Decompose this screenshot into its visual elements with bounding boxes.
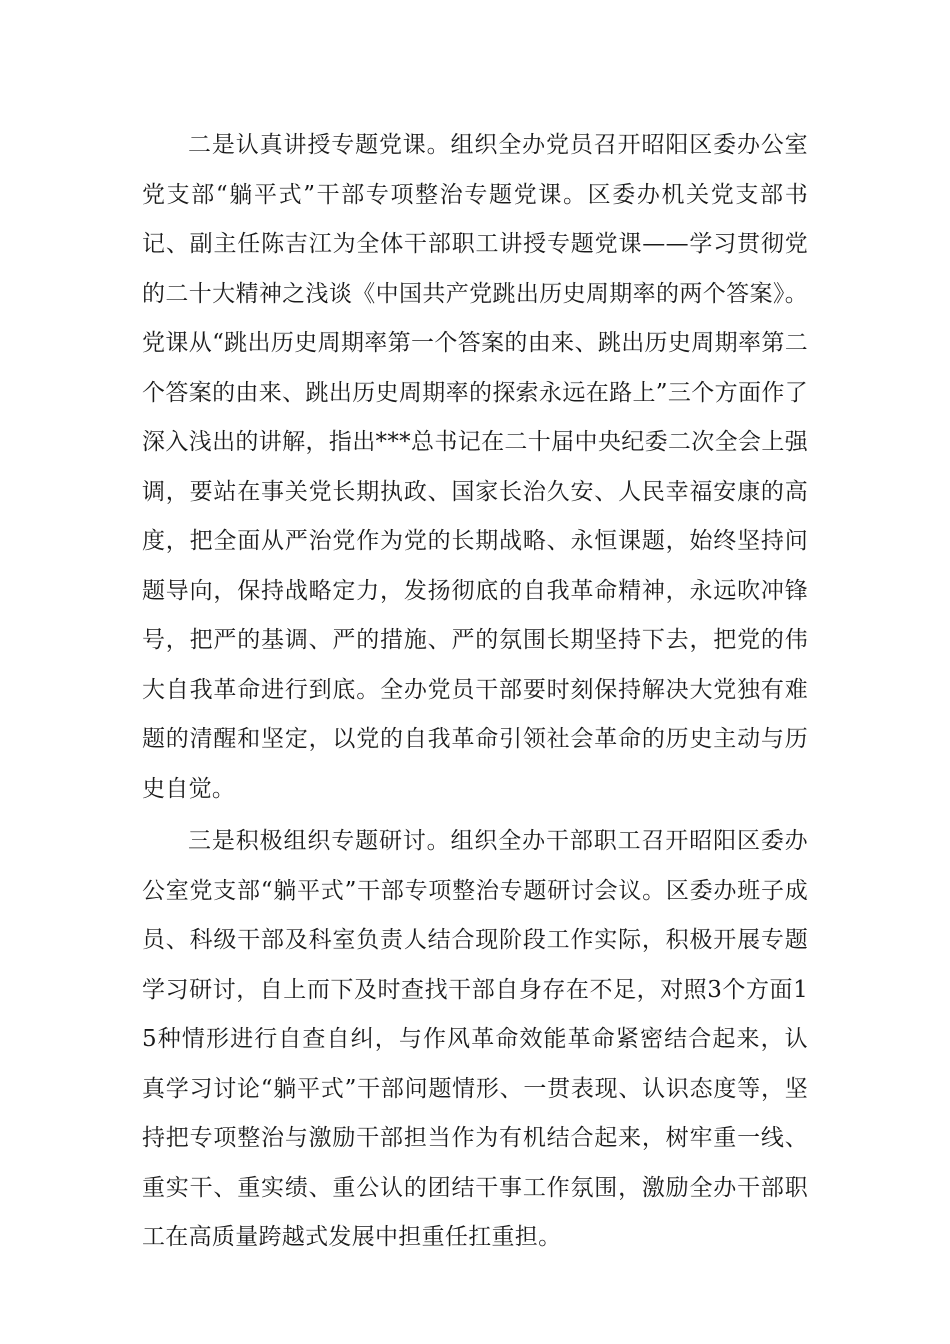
paragraph-party-lecture: 二是认真讲授专题党课。组织全办党员召开昭阳区委办公室党支部“躺平式”干部专项整治专题党课。区委办机关党支部书记、副主任陈吉江为全体干部职工讲授专题党课——学习贯彻党的二十大精神之浅谈《中国共产党跳出历史周期率的两个答案》。党课从“跳出历史周期率第一个答案的由来、跳出历史周期率第二个答案的由来、跳出历史周期率的探索永远在路上”三个方面作了深入浅出的讲解，指出***总书记在二十届中央纪委二次全会上强调，要站在事关党长期执政、国家长治久安、人民幸福安康的高度，把全面从严治党作为党的长期战略、永恒课题，始终坚持问题导向，保持战略定力，发扬彻底的自我革命精神，永远吹冲锋号，把严的基调、严的措施、严的氛围长期坚持下去，把党的伟大自我革命进行到底。全办党员干部要时刻保持解决大党独有难题的清醒和坚定，以党的自我革命引领社会革命的历史主动与历史自觉。 bbox=[142, 132, 808, 802]
paragraph-seminar: 三是积极组织专题研讨。组织全办干部职工召开昭阳区委办公室党支部“躺平式”干部专项整治专题研讨会议。区委办班子成员、科级干部及科室负责人结合现阶段工作实际，积极开展专题学习研讨，自上而下及时查找干部自身存在不足，对照3个方面15种情形进行自查自纠，与作风革命效能革命紧密结合起来，认真学习讨论“躺平式”干部问题情形、一贯表现、认识态度等，坚持把专项整治与激励干部担当作为有机结合起来，树牢重一线、重实干、重实绩、重公认的团结干事工作氛围，激励全办干部职工在高质量跨越式发展中担重任扛重担。 bbox=[142, 828, 808, 1250]
document-body bbox=[142, 121, 808, 1266]
